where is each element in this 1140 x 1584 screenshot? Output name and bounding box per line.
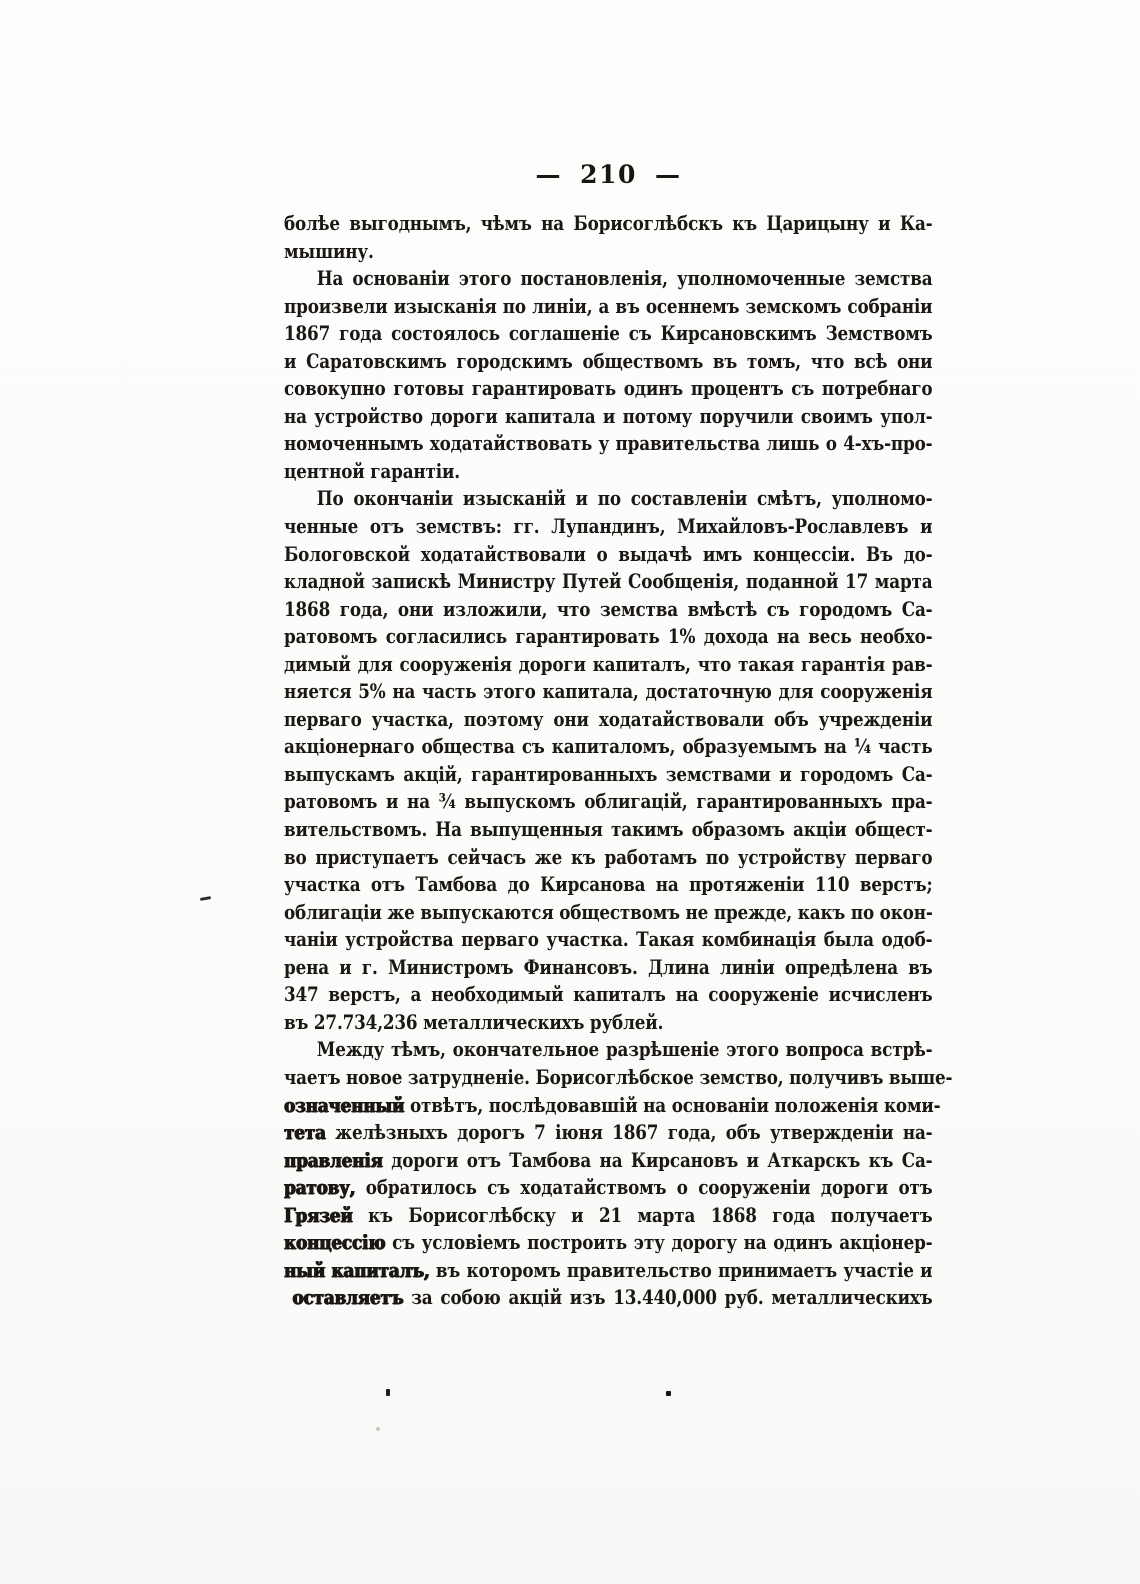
text-line: облигаціи же выпускаются обществомъ не прежде, какъ по окон-: [284, 899, 933, 924]
text-line: мышину.: [284, 238, 374, 263]
overinked-word: ный капиталъ,: [284, 1257, 430, 1282]
text-line: ратовомъ согласились гарантировать 1% дохода на весь необхо-: [284, 624, 933, 649]
text-line: номоченнымъ ходатайствовать у правительства лишь о 4-хъ-про-: [284, 431, 933, 456]
text-line: [284, 1174, 932, 1202]
text-line: акціонернаго общества съ капиталомъ, образуемымъ на ¹⁄₄ часть: [284, 734, 933, 759]
text-line: вительствомъ. На выпущенныя такимъ образомъ акціи общест-: [284, 817, 933, 842]
text-line: Бологовской ходатайствовали о выдачѣ имъ концессіи. Въ до-: [284, 541, 933, 566]
text-line: ратовомъ и на ³⁄₄ выпускомъ облигацій, гарантированныхъ пра-: [284, 789, 933, 814]
text-line-rest: съ условіемъ построить эту дорогу на одинъ акціонер-: [385, 1230, 933, 1255]
text-line: и Саратовскимъ городскимъ обществомъ въ томъ, что всѣ они: [284, 348, 933, 373]
text-line-rest: желѣзныхъ дорогъ 7 іюня 1867 года, объ утвержденіи на-: [325, 1120, 933, 1145]
overinked-word: концессію: [284, 1230, 386, 1255]
page-number: — 210 —: [535, 160, 682, 189]
overinked-word: Грязей: [284, 1202, 353, 1227]
text-line: болѣе выгоднымъ, чѣмъ на Борисоглѣбскъ къ Царицыну и Ка-: [284, 211, 933, 235]
paragraph: [284, 210, 932, 265]
scan-speck: [376, 1427, 380, 1431]
text-line: на устройство дороги капитала и потому поручили своимъ упол-: [284, 403, 933, 428]
text-line: 1868 года, они изложили, что земства вмѣстѣ съ городомъ Са-: [284, 596, 933, 621]
paragraph: [284, 265, 932, 485]
text-line: По окончаніи изысканій и по составленіи смѣтъ, уполномо-: [316, 486, 933, 511]
overinked-word: означенный: [284, 1092, 405, 1117]
text-line: димый для сооруженія дороги капиталъ, что такая гарантія рав-: [284, 651, 933, 676]
text-line: совокупно готовы гарантировать одинъ процентъ съ потребнаго: [284, 376, 933, 401]
text-line: ченные отъ земствъ: гг. Лупандинъ, Михайловъ-Рославлевъ и: [284, 514, 933, 539]
scan-speck: [386, 1389, 390, 1396]
paragraph: [284, 485, 932, 1036]
text-line-rest: въ которомъ правительство принимаетъ участіе и: [429, 1257, 933, 1282]
overinked-word: оставляетъ: [292, 1285, 404, 1310]
paragraph: [284, 1036, 953, 1311]
text-line-rest: за собою акцій изъ 13.440,000 руб. металлическихъ: [403, 1285, 933, 1310]
margin-dash-mark: [200, 896, 211, 901]
text-line: чаетъ новое затрудненіе. Борисоглѣбское земство, получивъ выше-: [284, 1064, 953, 1089]
text-line: рена и г. Министромъ Финансовъ. Длина линіи опредѣлена въ: [284, 954, 933, 979]
overinked-word: тета: [284, 1120, 326, 1145]
text-line: [284, 1257, 932, 1285]
text-line: кладной запискѣ Министру Путей Сообщенія, поданной 17 марта: [284, 569, 933, 594]
text-line: произвели изысканія по линіи, а въ осеннемъ земскомъ собраніи: [284, 293, 933, 318]
text-line: [284, 1202, 932, 1230]
text-line: [284, 1284, 932, 1312]
text-line: перваго участка, поэтому они ходатайствовали объ учрежденіи: [284, 706, 933, 731]
text-line: няется 5% на часть этого капитала, достаточную для сооруженія: [284, 679, 933, 704]
scan-speck: [666, 1391, 671, 1396]
text-line: въ 27.734,236 металлическихъ рублей.: [284, 1009, 664, 1034]
text-line: участка отъ Тамбова до Кирсанова на протяженіи 110 верстъ;: [284, 872, 933, 897]
text-block: [284, 210, 953, 1312]
text-line-rest: обратилось съ ходатайствомъ о сооруженіи дороги отъ: [355, 1175, 933, 1200]
overinked-word: правленія: [284, 1147, 383, 1172]
text-line-rest: дороги отъ Тамбова на Кирсановъ и Аткарскъ къ Са-: [382, 1147, 933, 1172]
text-line: Между тѣмъ, окончательное разрѣшеніе этого вопроса встрѣ-: [316, 1037, 933, 1062]
text-line: [284, 1229, 932, 1257]
text-line: [284, 1147, 932, 1175]
text-line-rest: къ Борисоглѣбску и 21 марта 1868 года получаетъ: [352, 1202, 933, 1227]
text-line: во приступаетъ сейчасъ же къ работамъ по устройству перваго: [284, 844, 933, 869]
overinked-word: ратову,: [284, 1175, 356, 1200]
text-line-rest: отвѣтъ, послѣдовавшій на основаніи положенія коми-: [404, 1092, 941, 1117]
text-line: 1867 года состоялось соглашеніе съ Кирсановскимъ Земствомъ: [284, 321, 933, 346]
text-line: центной гарантіи.: [284, 458, 460, 483]
text-line: 347 верстъ, а необходимый капиталъ на сооруженіе исчисленъ: [284, 982, 933, 1007]
text-line: На основаніи этого постановленія, уполномоченные земства: [316, 266, 933, 291]
text-line: чаніи устройства перваго участка. Такая комбинація была одоб-: [284, 927, 933, 952]
text-line: [284, 1119, 932, 1147]
text-line: [284, 1092, 941, 1120]
text-line: выпускамъ акцій, гарантированныхъ земствами и городомъ Са-: [284, 761, 933, 786]
